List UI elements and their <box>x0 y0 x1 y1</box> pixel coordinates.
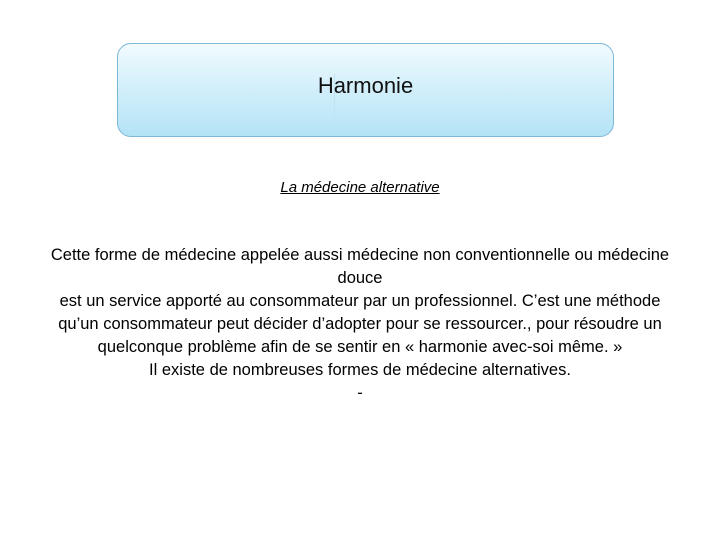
slide-body <box>18 244 702 405</box>
slide-title: Harmonie <box>317 73 414 98</box>
slide-subtitle: La médecine alternative <box>280 179 440 196</box>
body-line: est un service apporté au consommateur par un professionnel. C’est une méthode <box>59 292 661 310</box>
body-line: - <box>357 384 363 402</box>
body-line: qu’un consommateur peut décider d’adopter pour se ressourcer., pour résoudre un <box>58 315 662 333</box>
body-line: douce <box>337 269 383 287</box>
body-line: quelconque problème afin de se sentir en « harmonie avec-soi même. » <box>97 338 623 356</box>
body-line: Cette forme de médecine appelée aussi médecine non conventionnelle ou médecine <box>50 246 670 264</box>
body-line: Il existe de nombreuses formes de médecine alternatives. <box>149 361 571 379</box>
title-box <box>117 43 614 137</box>
